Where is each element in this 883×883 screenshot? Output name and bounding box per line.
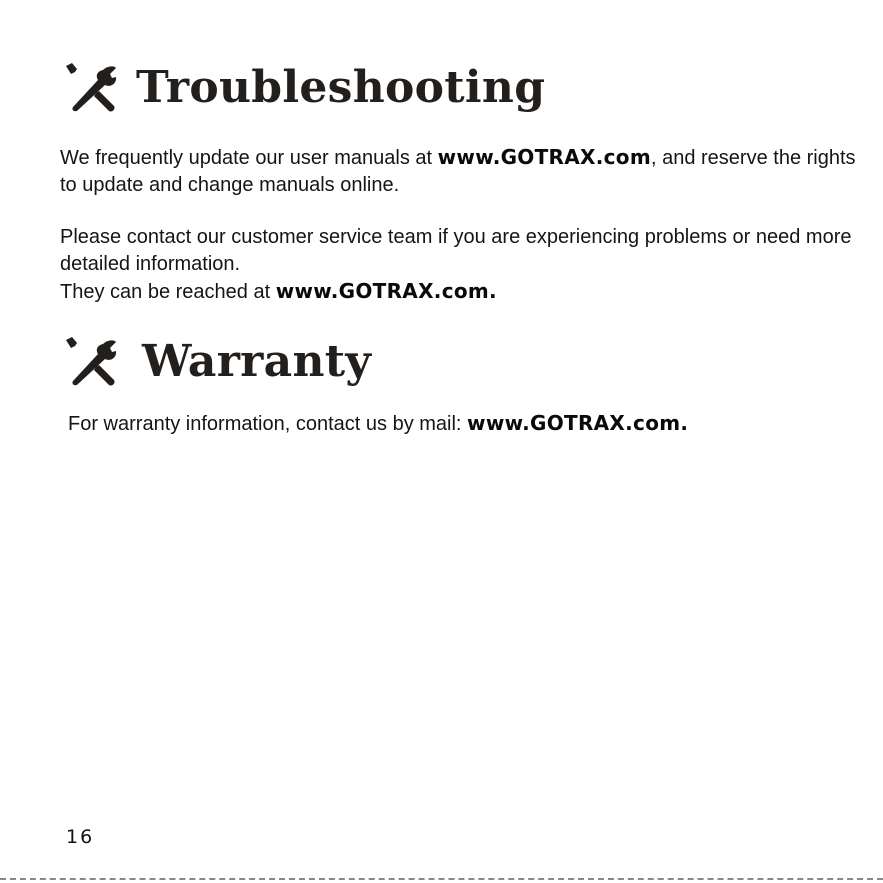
contact-paragraph <box>60 224 860 306</box>
warranty-title: Warranty <box>142 336 372 387</box>
warranty-heading <box>62 334 371 390</box>
bottom-divider <box>0 878 883 880</box>
page-number: 16 <box>66 826 95 848</box>
wrench-screwdriver-icon <box>62 334 118 390</box>
manual-update-paragraph <box>60 144 860 199</box>
paragraph-text: They can be reached at <box>60 281 276 303</box>
gotrax-link[interactable]: www.GOTRAX.com. <box>467 411 689 435</box>
paragraph-text: We frequently update our user manuals at <box>60 147 438 169</box>
paragraph-text: , and reserve the rights to update and change manuals online. <box>60 147 856 196</box>
paragraph-text: Please contact our customer service team if you are experiencing problems or need more detailed information. <box>60 226 852 275</box>
gotrax-link[interactable]: www.GOTRAX.com <box>437 145 651 169</box>
gotrax-link[interactable]: www.GOTRAX.com. <box>275 279 497 303</box>
paragraph-text: For warranty information, contact us by mail: <box>68 413 468 435</box>
wrench-screwdriver-icon <box>62 60 118 116</box>
troubleshooting-heading <box>62 60 545 116</box>
troubleshooting-title: Troubleshooting <box>136 62 546 113</box>
warranty-paragraph <box>68 410 868 438</box>
